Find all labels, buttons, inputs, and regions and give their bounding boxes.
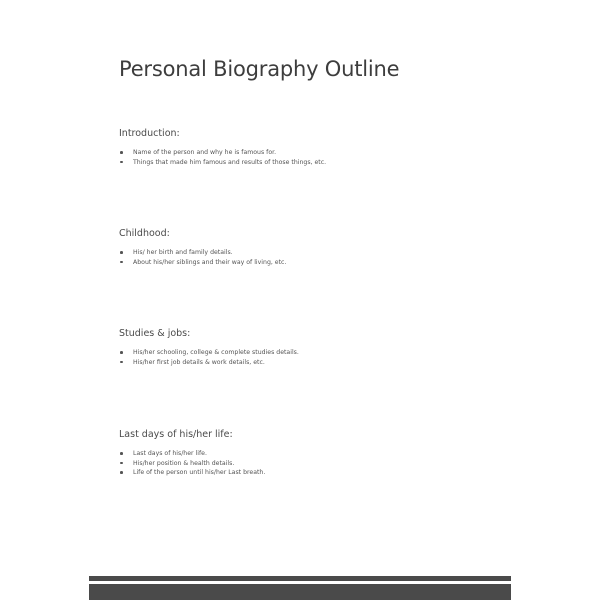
section-heading: Studies & jobs:: [119, 328, 191, 339]
footer-rule: [89, 576, 511, 581]
page-title: Personal Biography Outline: [119, 57, 400, 81]
section-heading: Childhood:: [119, 228, 170, 239]
bullet-icon: [120, 151, 123, 154]
section-last-days: [119, 429, 519, 478]
section-introduction: [119, 128, 519, 167]
bullet-item: [119, 348, 519, 358]
bullet-icon: [120, 251, 123, 254]
bullet-text: His/her position & health details.: [133, 459, 235, 467]
bullet-item: [119, 258, 519, 268]
section-childhood: [119, 228, 519, 267]
bullet-icon: [120, 361, 123, 364]
bullet-text: His/her schooling, college & complete studies details.: [133, 349, 299, 356]
bullet-item: [119, 459, 519, 469]
section-studies-jobs: [119, 328, 519, 367]
bullet-list: [119, 348, 519, 367]
bullet-text: His/her first job details & work details, etc.: [133, 358, 265, 366]
bullet-item: [119, 358, 519, 368]
bullet-item: [119, 449, 519, 459]
bullet-icon: [120, 452, 123, 455]
bullet-item: [119, 468, 519, 478]
bullet-list: [119, 148, 519, 167]
bullet-text: Things that made him famous and results of those things, etc.: [133, 158, 327, 166]
bullet-icon: [120, 351, 123, 354]
bullet-item: [119, 248, 519, 258]
bullet-icon: [120, 161, 123, 164]
bullet-icon: [120, 462, 123, 465]
bullet-icon: [120, 471, 123, 474]
bullet-item: [119, 158, 519, 168]
bullet-text: About his/her siblings and their way of living, etc.: [133, 258, 287, 266]
bullet-list: [119, 449, 519, 478]
bullet-list: [119, 248, 519, 267]
bullet-text: His/ her birth and family details.: [133, 249, 233, 256]
bullet-text: Life of the person until his/her Last breath.: [133, 469, 266, 476]
bullet-item: [119, 148, 519, 158]
section-heading: Introduction:: [119, 128, 180, 139]
bullet-text: Name of the person and why he is famous for.: [133, 149, 277, 156]
bullet-icon: [120, 261, 123, 264]
section-heading: Last days of his/her life:: [119, 429, 233, 440]
bullet-text: Last days of his/her life.: [133, 450, 207, 457]
footer-bar: [89, 584, 511, 600]
